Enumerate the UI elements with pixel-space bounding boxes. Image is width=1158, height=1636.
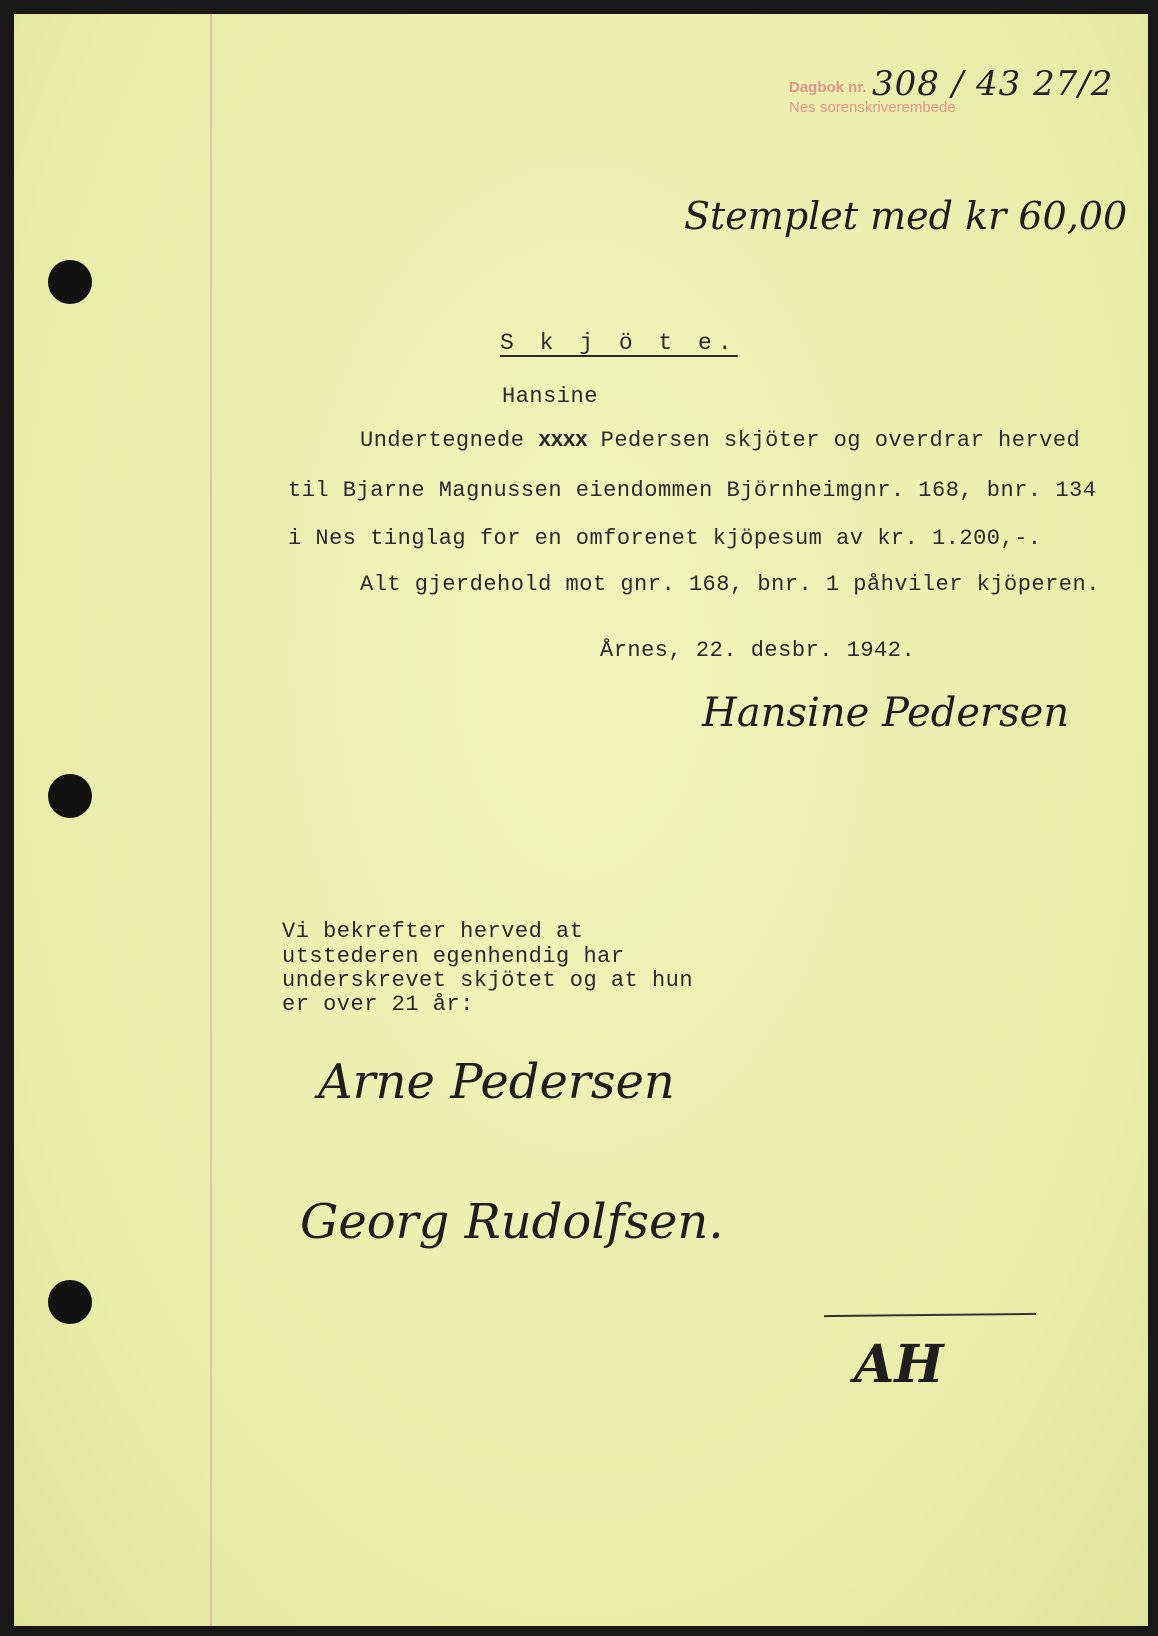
place-date: Årnes, 22. desbr. 1942. [600, 638, 916, 663]
witness-line-3: underskrevet skjötet og at hun [282, 968, 694, 993]
witness-line-4: er over 21 år: [282, 992, 474, 1017]
punch-hole-middle [48, 774, 92, 818]
witness-signature-2: Georg Rudolfsen. [300, 1194, 724, 1250]
witness-line-2: utstederen egenhendig har [282, 944, 625, 969]
deed-line-1-end: Pedersen skjöter og overdrar herved [600, 428, 1081, 453]
initials: AH [854, 1334, 944, 1395]
deed-line-1-start: Undertegnede [360, 428, 525, 453]
witness-signature-1: Arne Pedersen [318, 1054, 675, 1110]
document-page [14, 14, 1148, 1626]
stamp-duty-note: Stemplet med kr 60,00 [684, 194, 1128, 238]
stamp-line-2: Nes sorenskriverembede [789, 99, 956, 116]
document-title: S k j ö t e. [500, 330, 738, 356]
punch-hole-bottom [48, 1280, 92, 1324]
deed-line-2: til Bjarne Magnussen eiendommen Björnheimgnr. 168, bnr. 134 [288, 478, 1097, 503]
seller-signature: Hansine Pedersen [702, 690, 1070, 736]
deed-line-1 [360, 428, 1080, 453]
witness-line-1: Vi bekrefter herved at [282, 919, 584, 944]
punch-hole-top [48, 260, 92, 304]
stamp-line-1: Dagbok nr. [789, 79, 867, 96]
inserted-name: Hansine [502, 384, 598, 409]
deed-line-3: i Nes tinglag for en omforenet kjöpesum av kr. 1.200,-. [288, 526, 1042, 551]
margin-line [210, 14, 212, 1626]
deed-line-4: Alt gjerdehold mot gnr. 168, bnr. 1 påhviler kjöperen. [360, 572, 1100, 597]
struck-out-text: xxxx [538, 428, 587, 453]
stamp-handwritten-number: 308 / 43 27/2 [872, 64, 1114, 104]
signature-rule [824, 1313, 1036, 1317]
